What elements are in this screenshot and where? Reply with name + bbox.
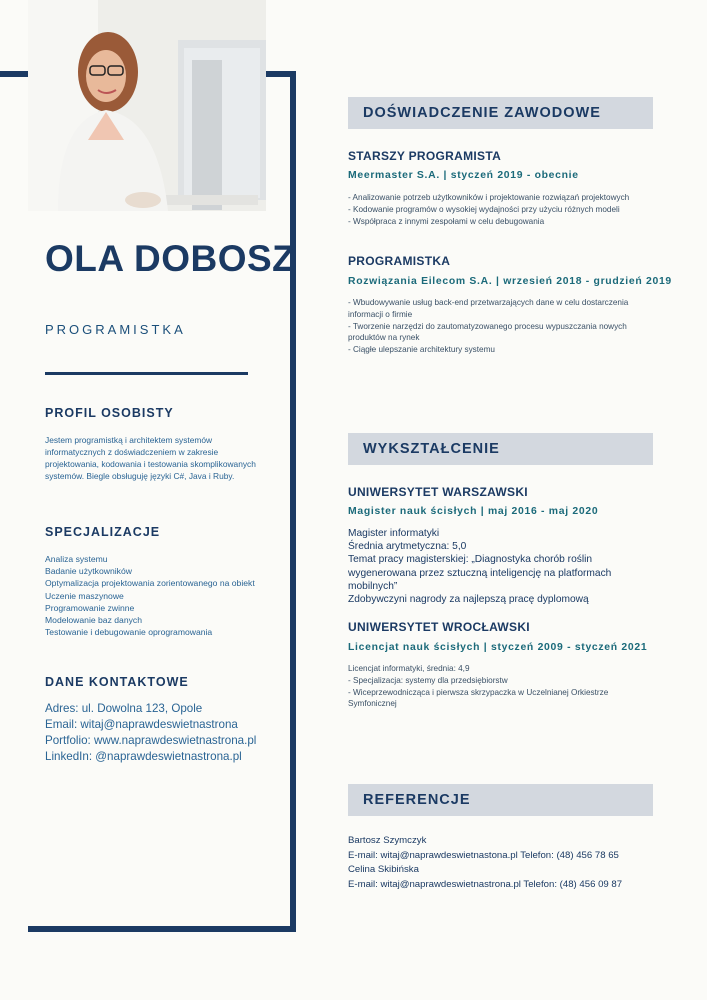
reference-name: Bartosz Szymczyk bbox=[348, 835, 427, 846]
profile-photo bbox=[28, 0, 266, 211]
job-title: STARSZY PROGRAMISTA bbox=[348, 149, 502, 163]
about-text: Jestem programistką i architektem systemów informatycznych z doświadczeniem w zakresie projektowania, kodowania i testowania skomplikowanych systemów. Biegle obsługuję języki C#, Java i Ruby. bbox=[45, 435, 256, 481]
job-subtitle: Meermaster S.A. | styczeń 2019 - obecnie bbox=[348, 170, 579, 181]
list-item: - Specjalizacja: systemy dla przedsiębiorstw bbox=[348, 675, 508, 685]
divider bbox=[45, 372, 248, 375]
school-details bbox=[348, 527, 658, 606]
list-item: - Ciągłe ulepszanie architektury systemu bbox=[348, 345, 495, 355]
reference-contact: E-mail: witaj@naprawdeswietnastona.pl Telefon: (48) 456 78 65 bbox=[348, 849, 619, 861]
contact-list bbox=[45, 701, 285, 765]
reference-contact: E-mail: witaj@naprawdeswietnastrona.pl Telefon: (48) 456 09 87 bbox=[348, 878, 623, 890]
list-item: - Wbudowywanie usług back-end przetwarzających dane w celu dostarczenia informacji o firmie bbox=[348, 298, 629, 319]
contact-linkedin[interactable]: LinkedIn: @naprawdeswietnastrona.pl bbox=[45, 750, 242, 763]
contact-heading: DANE KONTAKTOWE bbox=[45, 675, 189, 689]
contact-email[interactable]: Email: witaj@naprawdeswietnastrona bbox=[45, 718, 238, 731]
profile-role: PROGRAMISTKA bbox=[45, 322, 186, 337]
list-item: Badanie użytkowników bbox=[45, 566, 132, 577]
list-item: Programowanie zwinne bbox=[45, 602, 135, 613]
school-subtitle: Magister nauk ścisłych | maj 2016 - maj 2020 bbox=[348, 506, 599, 517]
list-item: - Tworzenie narzędzi do zautomatyzowanego procesu wypuszczania nowych produktów na rynek bbox=[348, 321, 627, 343]
specializations-list bbox=[45, 553, 275, 638]
school-title: UNIWERSYTET WARSZAWSKI bbox=[348, 485, 528, 499]
job-subtitle: Rozwiązania Eilecom S.A. | wrzesień 2018 - grudzień 2019 bbox=[348, 276, 672, 287]
list-item: Analiza systemu bbox=[45, 554, 108, 564]
list-item: - Analizowanie potrzeb użytkowników i projektowanie rozwiązań projektowych bbox=[348, 193, 630, 202]
list-item: Uczenie maszynowe bbox=[45, 590, 124, 601]
profile-name: OLA DOBOSZ bbox=[45, 238, 296, 279]
references-list bbox=[348, 834, 658, 892]
list-item: Licencjat informatyki, średnia: 4,9 bbox=[348, 664, 470, 673]
experience-heading: DOŚWIADCZENIE ZAWODOWE bbox=[348, 97, 653, 129]
job-bullets bbox=[348, 192, 648, 227]
list-item: Średnia arytmetyczna: 5,0 bbox=[348, 541, 467, 553]
references-heading: REFERENCJE bbox=[348, 784, 653, 816]
contact-address: Adres: ul. Dowolna 123, Opole bbox=[45, 702, 203, 715]
list-item: Temat pracy magisterskiej: „Diagnostyka chorób roślin wygenerowana przez sztuczną inteligencję na platformach mobilnych” bbox=[348, 554, 612, 592]
about-heading: PROFIL OSOBISTY bbox=[45, 406, 174, 420]
school-details bbox=[348, 663, 658, 710]
list-item: Testowanie i debugowanie oprogramowania bbox=[45, 627, 213, 638]
job-title: PROGRAMISTKA bbox=[348, 254, 451, 268]
list-item: Magister informatyki bbox=[348, 528, 440, 539]
school-subtitle: Licencjat nauk ścisłych | styczeń 2009 - styczeń 2021 bbox=[348, 642, 648, 653]
list-item: Zdobywczyni nagrody za najlepszą pracę dyplomową bbox=[348, 594, 589, 606]
reference-name: Celina Skibińska bbox=[348, 864, 419, 875]
list-item: - Współpraca z innymi zespołami w celu debugowania bbox=[348, 216, 545, 226]
list-item: - Kodowanie programów o wysokiej wydajności przy użyciu różnych modeli bbox=[348, 204, 620, 214]
education-heading: WYKSZTAŁCENIE bbox=[348, 433, 653, 465]
list-item: Optymalizacja projektowania zorientowanego na obiekt bbox=[45, 578, 255, 589]
list-item: Modelowanie baz danych bbox=[45, 615, 142, 626]
school-title: UNIWERSYTET WROCŁAWSKI bbox=[348, 620, 530, 634]
job-bullets bbox=[348, 297, 648, 356]
list-item: - Wiceprzewodnicząca i pierwsza skrzypaczka w Uczelnianej Orkiestrze Symfonicznej bbox=[348, 687, 609, 709]
contact-portfolio[interactable]: Portfolio: www.naprawdeswietnastrona.pl bbox=[45, 734, 257, 747]
decorative-frame-edge bbox=[0, 71, 28, 77]
specializations-heading: SPECJALIZACJE bbox=[45, 525, 161, 539]
